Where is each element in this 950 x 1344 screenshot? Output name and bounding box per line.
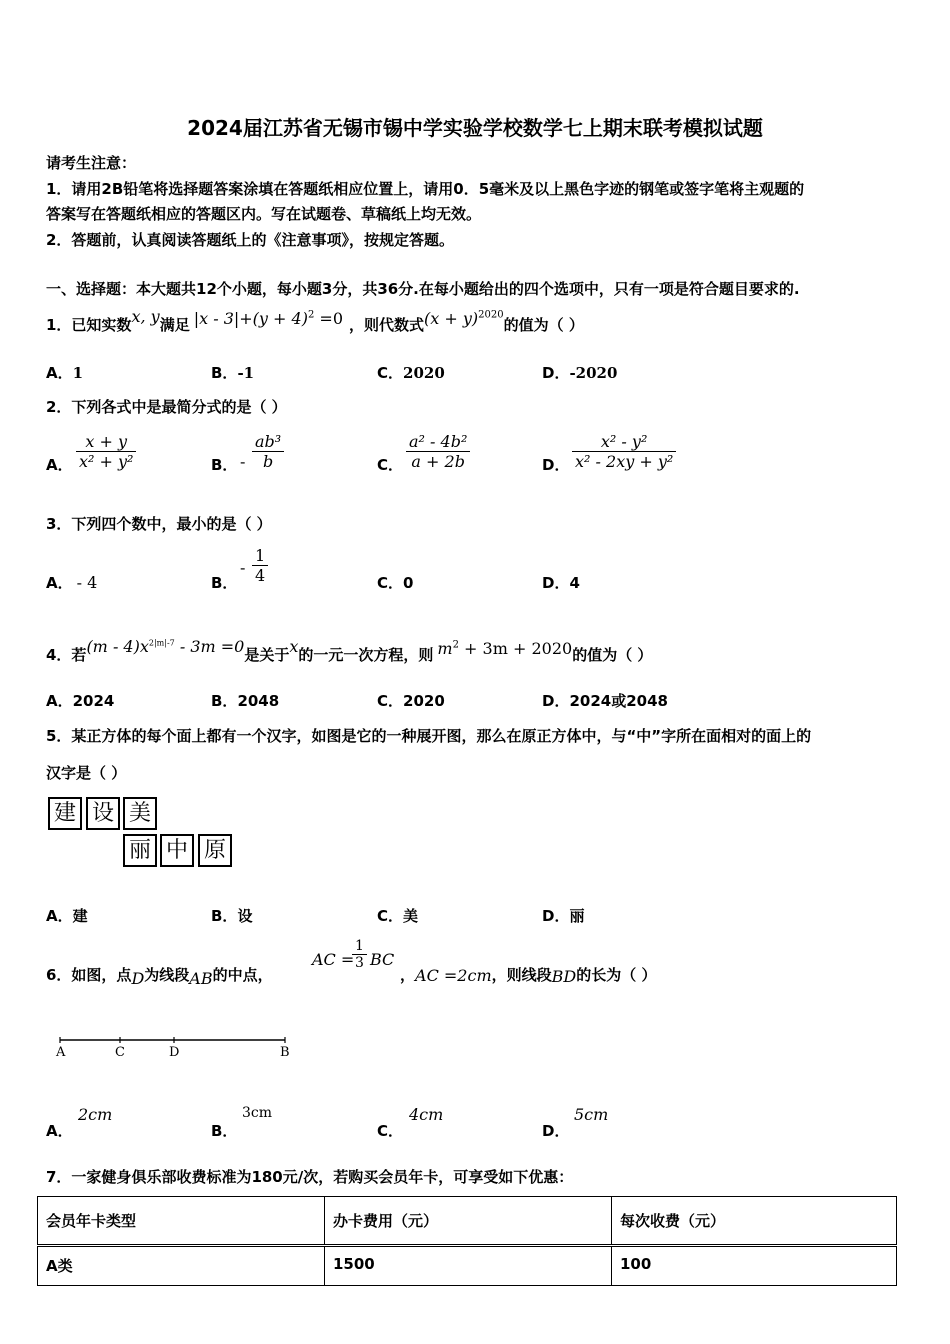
q3-option-b-fraction: $\frac{1}{4}$ — [252, 546, 268, 585]
q2-option-a-fraction: $\frac{x + y}{\text{x² + y²}}$ — [76, 432, 136, 471]
net-cell: 设 — [86, 797, 120, 830]
net-cell: 原 — [198, 834, 232, 867]
q2-option-b-fraction: $\frac{\text{ab³}}{b}$ — [252, 432, 284, 471]
q6-condition-1-rhs: BC — [370, 950, 395, 969]
q6-text: ， — [400, 966, 416, 984]
q6-text: 6．如图，点 — [46, 966, 132, 984]
q1-exponent: 2 — [307, 309, 315, 321]
q1-expression-exponent: 2020 — [478, 309, 504, 321]
q4-option-b: B．2048 — [211, 692, 280, 710]
q6-stem-part-2 — [400, 964, 656, 985]
q5-stem-line-2: 汉字是（ ） — [46, 764, 127, 782]
q2-option-c-label: C． — [377, 456, 404, 474]
page-title: 2024届江苏省无锡市锡中学实验学校数学七上期末联考模拟试题 — [187, 116, 763, 140]
q4-expression: m — [437, 639, 453, 658]
q6-option-d-label: D． — [542, 1122, 570, 1140]
q1-stem — [46, 307, 584, 335]
q5-option-b: B．设 — [211, 907, 253, 925]
q4-text: 4．若 — [46, 646, 87, 664]
q1-equation-rhs: =0 — [314, 309, 343, 328]
q2-option-b-label: B． — [211, 456, 238, 474]
q1-expression: (x + y) — [424, 309, 479, 328]
q1-text: ，则代数式 — [349, 316, 425, 334]
table-cell: A类 — [38, 1246, 325, 1286]
section-heading: 一、选择题：本大题共12个小题，每小题3分，共36分.在每小题给出的四个选项中，只有一项是符合题目要求的. — [46, 280, 800, 298]
point-label-b: B — [280, 1045, 290, 1060]
q5-option-c: C．美 — [377, 907, 419, 925]
q2-option-d-label: D． — [542, 456, 570, 474]
net-cell: 建 — [48, 797, 82, 830]
q6-segment-bd: BD — [551, 967, 577, 986]
q2-option-b-sign: - — [240, 452, 246, 471]
q1-vars: x, y — [131, 307, 160, 326]
q4-equation: (m - 4)x — [86, 637, 149, 656]
q1-text: 满足 — [159, 316, 190, 334]
q3-option-b-sign: - — [240, 558, 246, 577]
q1-text: 1．已知实数 — [46, 316, 132, 334]
q1-option-c: C．2020 — [377, 364, 445, 382]
q4-text: 的一元一次方程，则 — [298, 646, 434, 664]
table-header-cell: 会员年卡类型 — [38, 1197, 325, 1246]
q3-stem: 3．下列四个数中，最小的是（ ） — [46, 515, 272, 533]
q6-stem-part-1 — [46, 964, 273, 988]
point-label-a: A — [56, 1045, 66, 1060]
q1-option-a: A．1 — [46, 364, 84, 382]
table-row — [38, 1246, 897, 1286]
q4-text: 是关于 — [244, 646, 290, 664]
q6-point: D — [131, 969, 145, 988]
q6-option-c-value: 4cm — [409, 1105, 444, 1124]
fee-table — [37, 1196, 897, 1286]
q4-expression-rest: + 3m + 2020 — [458, 639, 573, 658]
net-cell: 丽 — [123, 834, 157, 867]
point-label-d: D — [169, 1045, 180, 1060]
table-header-cell: 每次收费（元） — [612, 1197, 897, 1246]
q5-option-d: D．丽 — [542, 907, 585, 925]
q1-option-b: B．-1 — [211, 364, 255, 382]
q3-option-b-label: B． — [211, 574, 238, 592]
notice-heading: 请考生注意： — [46, 154, 137, 172]
net-cell: 中 — [160, 834, 194, 867]
notice-line-1: 1．请用2B铅笔将选择题答案涂填在答题纸相应位置上，请用0．5毫米及以上黑色字迹的钢笔或签字笔将主观题的 — [46, 180, 805, 198]
q6-condition-1-fraction: $\frac{1}{3}$ — [352, 938, 367, 971]
q6-option-a-value: 2cm — [78, 1105, 113, 1124]
q5-option-a: A．建 — [46, 907, 88, 925]
q6-text: ，则线段 — [491, 966, 552, 984]
q4-option-d: D．2024或2048 — [542, 692, 668, 710]
q3-option-a: A． - 4 — [46, 573, 98, 592]
q6-option-d-value: 5cm — [574, 1105, 609, 1124]
notice-line-2: 2．答题前，认真阅读答题纸上的《注意事项》，按规定答题。 — [46, 231, 454, 249]
q6-option-b-label: B． — [211, 1122, 238, 1140]
q4-stem — [46, 637, 653, 665]
q3-option-d: D．4 — [542, 574, 580, 592]
net-cell: 美 — [123, 797, 157, 830]
q2-option-d-fraction: $\frac{\text{x² - y²}}{\text{x² - 2xy + y²}}$ — [572, 432, 676, 471]
point-label-c: C — [115, 1045, 125, 1060]
notice-line-1b: 答案写在答题纸相应的答题区内。写在试题卷、草稿纸上均无效。 — [46, 205, 482, 223]
q7-stem: 7．一家健身俱乐部收费标准为180元/次，若购买会员年卡，可享受如下优惠： — [46, 1168, 574, 1186]
q6-option-a-label: A． — [46, 1122, 73, 1140]
q4-equation-rest: - 3m =0 — [174, 637, 245, 656]
q6-segment: AB — [189, 969, 213, 988]
q6-text: 的长为（ ） — [576, 966, 657, 984]
q4-variable: x — [289, 637, 299, 656]
q1-option-d: D．-2020 — [542, 364, 618, 382]
q1-equation: |x - 3|+(y + 4) — [193, 309, 308, 328]
q5-stem-line-1: 5．某正方体的每个面上都有一个汉字，如图是它的一种展开图，那么在原正方体中，与“中”字所在面相对的面上的 — [46, 727, 812, 745]
q2-option-c-fraction: $\frac{\text{a² - 4b²}}{a + 2b}$ — [406, 432, 470, 471]
q6-condition-2: AC =2cm — [415, 966, 492, 985]
q4-equation-exponent: 2|m|-7 — [148, 638, 175, 648]
q6-option-c-label: C． — [377, 1122, 404, 1140]
q2-option-a-label: A． — [46, 456, 73, 474]
q6-text: 的中点， — [212, 966, 273, 984]
q6-text: 为线段 — [144, 966, 190, 984]
q1-text: 的值为（ ） — [503, 316, 584, 334]
table-header-row — [38, 1197, 897, 1246]
q4-expression-exponent: 2 — [452, 639, 459, 651]
q2-stem: 2．下列各式中是最简分式的是（ ） — [46, 398, 287, 416]
table-header-cell: 办卡费用（元） — [325, 1197, 612, 1246]
q6-condition-1-lhs: AC = — [312, 950, 355, 969]
q6-option-b-value: 3cm — [242, 1105, 273, 1121]
q4-text: 的值为（ ） — [572, 646, 653, 664]
table-cell: 1500 — [325, 1246, 612, 1286]
q4-option-a: A．2024 — [46, 692, 115, 710]
table-cell: 100 — [612, 1246, 897, 1286]
q4-option-c: C．2020 — [377, 692, 445, 710]
q3-option-c: C．0 — [377, 574, 414, 592]
